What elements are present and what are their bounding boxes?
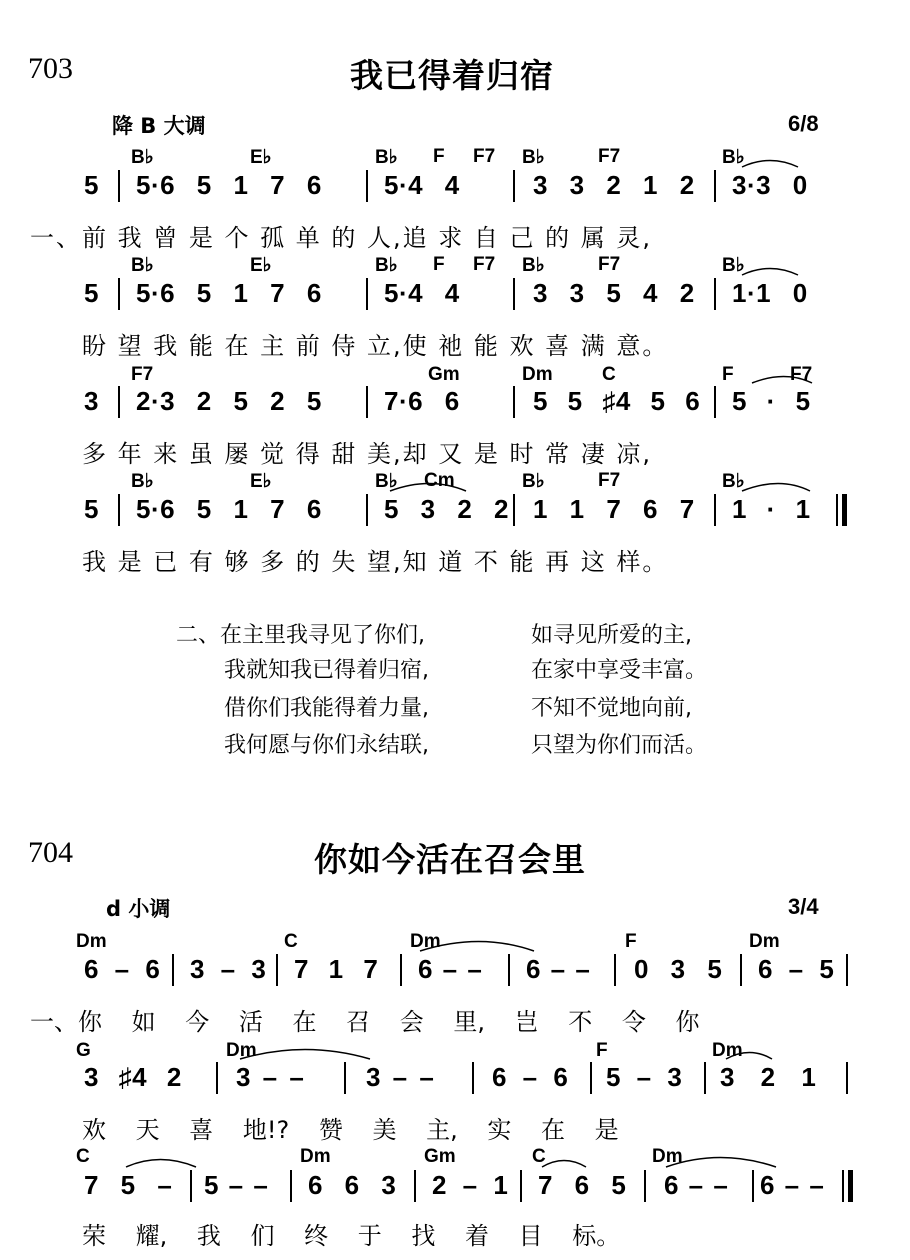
measure: 5 · 5 — [732, 386, 811, 416]
lyric-line: 荣 耀, 我 们 终 于 找 着 目 标。 — [82, 1222, 621, 1250]
chord-symbol: E♭ — [250, 147, 272, 168]
measure: 6 – – — [418, 954, 483, 984]
measure: 6 – 5 — [758, 954, 835, 984]
measure: 3 – 3 — [190, 954, 267, 984]
chord-symbol: F7 — [473, 254, 496, 275]
chord-symbol: B♭ — [131, 255, 154, 276]
measure: 5 — [84, 494, 99, 524]
hymn-number: 704 — [28, 836, 73, 869]
chord-symbol: C — [284, 931, 298, 952]
chord-symbol: F7 — [598, 470, 621, 491]
measure: 5 — [84, 170, 99, 200]
verse-line: 二、在主里我寻见了你们, — [176, 623, 425, 648]
measure: 7 5 – — [84, 1170, 173, 1200]
chord-symbol: B♭ — [375, 471, 398, 492]
chord-symbol: B♭ — [131, 471, 154, 492]
measure: 6 – 6 — [492, 1062, 569, 1092]
chord-symbol: B♭ — [522, 255, 545, 276]
chord-symbol: F — [433, 146, 445, 167]
measure: 6 – 6 — [84, 954, 161, 984]
measure: 6 – – — [664, 1170, 729, 1200]
chord-symbol: Dm — [300, 1146, 331, 1167]
chord-symbol: F — [722, 364, 734, 385]
measure: 0 3 5 — [634, 954, 723, 984]
chord-symbol: Cm — [424, 470, 455, 491]
chord-symbol: F7 — [131, 364, 154, 385]
hymn-number: 703 — [28, 52, 73, 85]
measure: 5·4 4 — [384, 278, 460, 308]
lyric-line: 盼 望 我 能 在 主 前 侍 立,使 祂 能 欢 喜 满 意。 — [82, 332, 669, 360]
measure: 1 · 1 — [732, 494, 811, 524]
time-signature: 6/8 — [788, 111, 819, 136]
chord-symbol: G — [76, 1040, 91, 1061]
chord-symbol: Dm — [712, 1040, 743, 1061]
measure: 5 3 2 2 — [384, 494, 510, 524]
measure: 3 – – — [366, 1062, 435, 1092]
verse-line: 我何愿与你们永结联, — [224, 733, 429, 758]
chord-symbol: C — [76, 1146, 90, 1167]
chord-symbol: Gm — [428, 364, 460, 385]
tie-arc — [420, 942, 534, 952]
measure: 2 – 1 — [432, 1170, 509, 1200]
chord-symbol: F7 — [598, 146, 621, 167]
measure: 3 3 2 1 2 — [533, 170, 695, 200]
measure: 1·1 0 — [732, 278, 808, 308]
lyric-line: 欢 天 喜 地!? 赞 美 主, 实 在 是 — [82, 1116, 619, 1144]
verse-line: 借你们我能得着力量, — [224, 696, 429, 721]
measure: 5·6 5 1 7 6 — [136, 278, 322, 308]
measure: 5·6 5 1 7 6 — [136, 170, 322, 200]
measure: 5 5 ♯4 5 6 — [533, 386, 701, 416]
measure: 6 – – — [526, 954, 591, 984]
measure: 3·3 0 — [732, 170, 808, 200]
measure: 3 – – — [236, 1062, 305, 1092]
chord-symbol: Dm — [410, 931, 441, 952]
measure: 6 6 3 — [308, 1170, 397, 1200]
chord-symbol: B♭ — [522, 471, 545, 492]
verse-line: 如寻见所爱的主, — [531, 623, 692, 648]
measure: 3 — [84, 386, 99, 416]
measure: 1 1 7 6 7 — [533, 494, 695, 524]
measure: 3 ♯4 2 — [84, 1062, 182, 1092]
tie-arc — [752, 377, 812, 384]
measure: 7 6 5 — [538, 1170, 627, 1200]
measure: 5·4 4 — [384, 170, 460, 200]
chord-symbol: Dm — [749, 931, 780, 952]
hymn-title: 你如今活在召会里 — [314, 840, 586, 879]
verse-line: 不知不觉地向前, — [531, 696, 692, 721]
chord-symbol: B♭ — [375, 255, 398, 276]
chord-symbol: Dm — [76, 931, 107, 952]
chord-symbol: F — [433, 254, 445, 275]
lyric-line: 一、前 我 曾 是 个 孤 单 的 人,追 求 自 己 的 属 灵, — [30, 224, 653, 252]
chord-symbol: Dm — [226, 1040, 257, 1061]
measure: 5·6 5 1 7 6 — [136, 494, 322, 524]
hymn-title: 我已得着归宿 — [350, 56, 554, 95]
verse-line: 我就知我已得着归宿, — [224, 658, 429, 683]
key-signature: 降 B 大调 — [112, 114, 206, 138]
lyric-line: 多 年 来 虽 屡 觉 得 甜 美,却 又 是 时 常 凄 凉, — [82, 440, 653, 468]
chord-symbol: E♭ — [250, 255, 272, 276]
chord-symbol: F — [596, 1040, 608, 1061]
chord-symbol: B♭ — [131, 147, 154, 168]
measure: 7 1 7 — [294, 954, 379, 984]
measure: 6 – – — [760, 1170, 825, 1200]
tie-arc — [742, 161, 798, 168]
measure: 5 – 3 — [606, 1062, 683, 1092]
tie-arc — [390, 484, 466, 492]
lyric-line: 我 是 已 有 够 多 的 失 望,知 道 不 能 再 这 样。 — [82, 548, 669, 576]
chord-symbol: F — [625, 931, 637, 952]
tie-arc — [726, 1053, 772, 1060]
chord-symbol: F7 — [473, 146, 496, 167]
chord-symbol: F7 — [598, 254, 621, 275]
chord-symbol: B♭ — [375, 147, 398, 168]
verse-line: 在家中享受丰富。 — [531, 658, 708, 683]
key-signature: d 小调 — [106, 897, 171, 921]
chord-symbol: E♭ — [250, 471, 272, 492]
measure: 2·3 2 5 2 5 — [136, 386, 322, 416]
tie-arc — [742, 269, 798, 276]
chord-symbol: B♭ — [722, 147, 745, 168]
tie-arc — [240, 1050, 370, 1060]
chord-symbol: B♭ — [722, 255, 745, 276]
chord-symbol: Dm — [522, 364, 553, 385]
chord-symbol: Gm — [424, 1146, 456, 1167]
time-signature: 3/4 — [788, 894, 819, 919]
tie-arc — [542, 1161, 586, 1168]
chord-symbol: B♭ — [522, 147, 545, 168]
measure: 3 2 1 — [720, 1062, 817, 1092]
tie-arc — [126, 1160, 196, 1168]
chord-symbol: C — [532, 1146, 546, 1167]
tie-arc — [742, 484, 810, 492]
chord-symbol: Dm — [652, 1146, 683, 1167]
measure: 7·6 6 — [384, 386, 460, 416]
measure: 5 — [84, 278, 99, 308]
chord-symbol: C — [602, 364, 616, 385]
verse-line: 只望为你们而活。 — [531, 733, 708, 758]
chord-symbol: F7 — [790, 364, 813, 385]
measure: 5 – – — [204, 1170, 269, 1200]
tie-arc — [666, 1158, 776, 1168]
chord-symbol: B♭ — [722, 471, 745, 492]
lyric-line: 一、你 如 今 活 在 召 会 里, 岂 不 令 你 — [30, 1008, 700, 1036]
measure: 3 3 5 4 2 — [533, 278, 695, 308]
